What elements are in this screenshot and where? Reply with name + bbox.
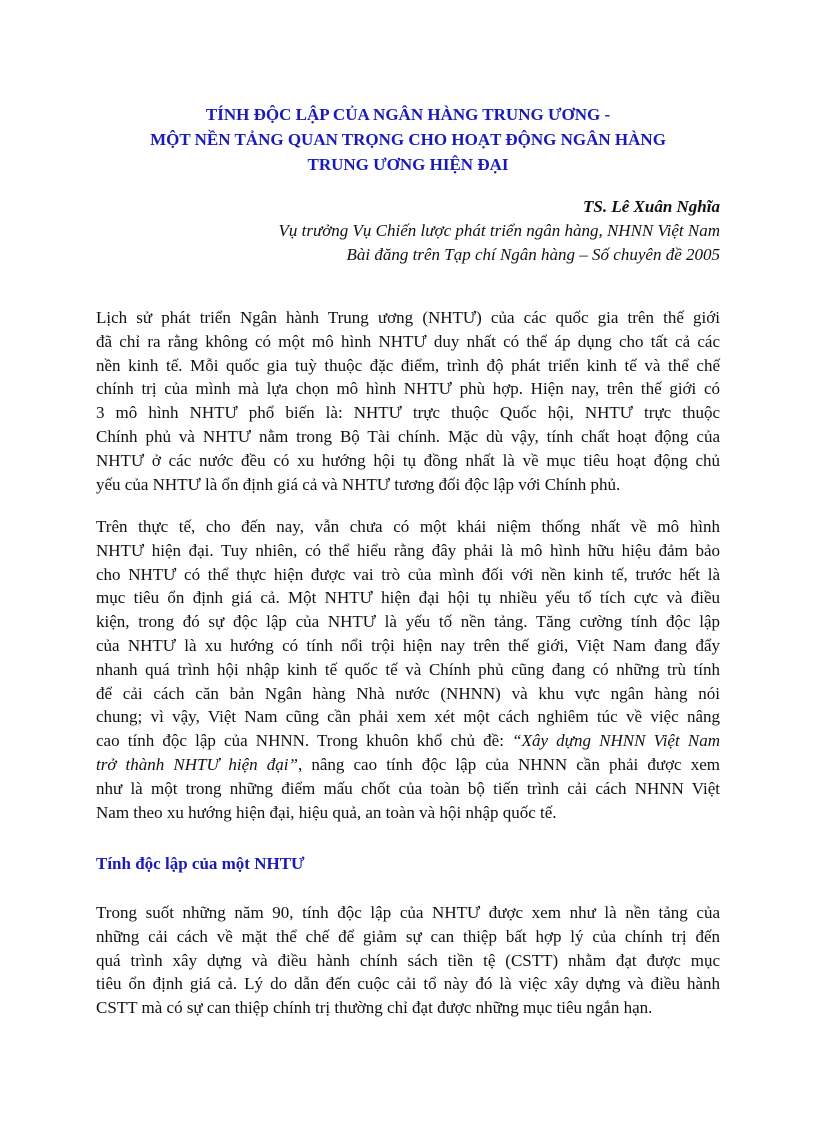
text-line: cho NHTƯ có thể thực hiện được vai trò của mình đối với nền kinh tế, trước hết là xyxy=(96,564,720,584)
text-line: Chính phủ và NHTƯ nằm trong Bộ Tài chính. Mặc dù vậy, tính chất hoạt động của xyxy=(96,426,720,446)
text-line: những cải cách về mặt thể chế để giảm sự can thiệp bất hợp lý của chính trị đến xyxy=(96,926,720,946)
section-heading: Tính độc lập của một NHTƯ xyxy=(96,854,305,873)
text-line: nhanh quá trình hội nhập kinh tế quốc tế và Chính phủ cũng đang có những trù tính xyxy=(96,659,720,679)
document-title xyxy=(96,102,720,177)
paragraph-2 xyxy=(96,515,720,824)
text-line xyxy=(96,729,720,753)
text-line: yếu của NHTƯ là ổn định giá cả và NHTƯ tương đối độc lập với Chính phủ. xyxy=(96,474,621,494)
text-line: NHTƯ ở các nước đều có xu hướng hội tụ đồng nhất là về mục tiêu hoạt động chủ xyxy=(96,450,720,470)
text-line: kiện, trong đó sự độc lập của NHTƯ là yếu tố nền tảng. Tăng cường tính độc lập xyxy=(96,612,720,632)
line-text: cao tính độc lập của NHNN. Trong khuôn khổ chủ đề: xyxy=(96,731,513,751)
text-line: Trên thực tế, cho đến nay, vẫn chưa có một khái niệm thống nhất về mô hình xyxy=(96,517,720,536)
text-line: NHTƯ hiện đại. Tuy nhiên, có thể hiểu rằng đây phải là mô hình hữu hiệu đảm bảo xyxy=(96,540,720,560)
text-line: Nam theo xu hướng hiện đại, hiệu quả, an toàn và hội nhập quốc tế. xyxy=(96,802,557,822)
text-line: đã chỉ ra rằng không có một mô hình NHTƯ duy nhất có thể áp dụng cho tất cả các xyxy=(96,331,720,351)
author-block xyxy=(278,195,720,267)
text-line xyxy=(96,753,720,777)
title-line-2: MỘT NỀN TẢNG QUAN TRỌNG CHO HOẠT ĐỘNG NGÂN HÀNG xyxy=(150,130,666,149)
title-line-3: TRUNG ƯƠNG HIỆN ĐẠI xyxy=(307,155,509,174)
publication-source: Bài đăng trên Tạp chí Ngân hàng – Số chuyên đề 2005 xyxy=(346,245,720,264)
text-line: của NHTƯ là xu hướng có tính nổi trội hiện nay trên thế giới, Việt Nam đang đẩy xyxy=(96,635,720,655)
text-line: 3 mô hình NHTƯ phổ biến là: NHTƯ trực thuộc Quốc hội, NHTƯ trực thuộc xyxy=(96,403,720,423)
text-line: tiêu ổn định giá cả. Lý do dẫn đến cuộc cải tổ này đó là việc xây dựng và điều hành xyxy=(96,974,720,994)
text-line: Lịch sử phát triển Ngân hành Trung ương (NHTƯ) của các quốc gia trên thế giới xyxy=(96,308,720,327)
line-text: , nâng cao tính độc lập của NHNN cần phải được xem xyxy=(297,754,720,774)
text-line: nền kinh tế. Mỗi quốc gia tuỳ thuộc đặc điểm, trình độ phát triển kinh tế và thể chế xyxy=(96,355,720,375)
title-line-1: TÍNH ĐỘC LẬP CỦA NGÂN HÀNG TRUNG ƯƠNG - xyxy=(205,105,611,124)
paragraph-1 xyxy=(96,306,720,496)
author-position: Vụ trưởng Vụ Chiến lược phát triển ngân hàng, NHNN Việt Nam xyxy=(278,221,720,240)
paragraph-3 xyxy=(96,901,720,1020)
quoted-topic-end: trở thành NHTƯ hiện đại” xyxy=(96,754,298,774)
text-line: quá trình xây dựng và điều hành chính sách tiền tệ (CSTT) nhằm đạt được mục xyxy=(96,950,720,970)
text-line: chính trị của mình mà lựa chọn mô hình NHTƯ phù hợp. Hiện nay, trên thế giới có xyxy=(96,379,720,399)
quoted-topic-start: “Xây dựng NHNN Việt Nam xyxy=(512,731,720,751)
text-line: mục tiêu ổn định giá cả. Một NHTƯ hiện đại hội tụ nhiều yếu tố tích cực và điều xyxy=(96,588,720,608)
author-name: TS. Lê Xuân Nghĩa xyxy=(583,197,720,216)
text-line: như là một trong những điểm mấu chốt của toàn bộ tiến trình cải cách NHNN Việt xyxy=(96,778,720,798)
text-line: chung; vì vậy, Việt Nam cũng cần phải xem xét một cách nghiêm túc về việc nâng xyxy=(96,707,720,727)
text-line: CSTT mà có sự can thiệp chính trị thường chỉ đạt được những mục tiêu ngắn hạn. xyxy=(96,998,653,1018)
text-line: Trong suốt những năm 90, tính độc lập của NHTƯ được xem như là nền tảng của xyxy=(96,903,720,922)
text-line: để cải cách căn bản Ngân hàng Nhà nước (NHNN) và khu vực ngân hàng nói xyxy=(96,683,720,703)
